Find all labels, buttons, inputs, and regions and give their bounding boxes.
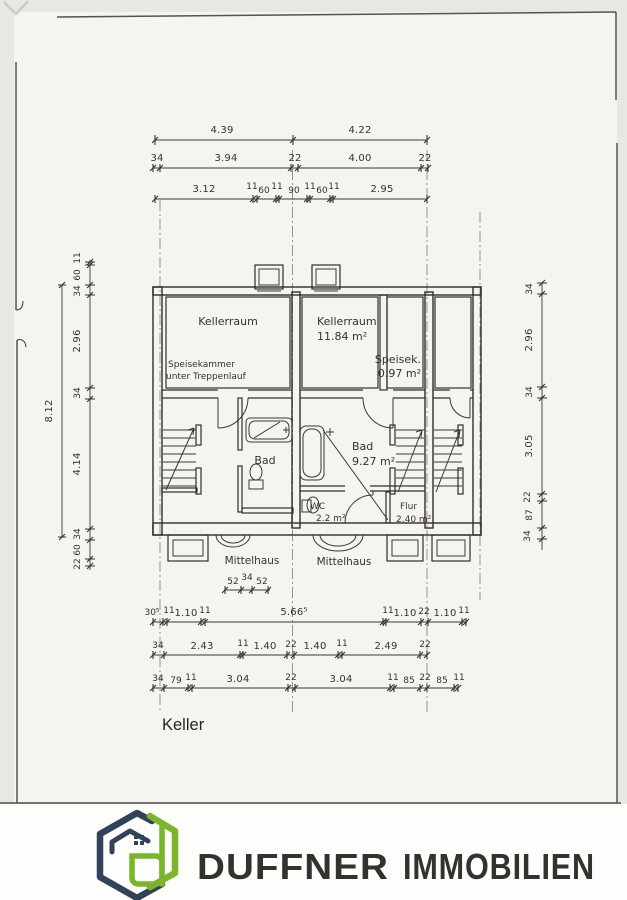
label-speisekammer-2: unter Treppenlauf: [166, 372, 246, 382]
dim-left-inner-4: 34: [73, 387, 83, 399]
dim-top1-1: 4.22: [348, 125, 372, 136]
dim-left-inner-8: 22: [73, 558, 83, 570]
dim-left-inner-7: 60: [73, 544, 83, 556]
dim-right-6: 34: [523, 530, 533, 542]
dim-left-inner-3: 2.96: [72, 329, 83, 353]
label-kellerraum-mid-area: 11.84 m²: [317, 330, 368, 343]
dim-b1-1: 11: [163, 606, 175, 616]
dim-right-2: 34: [525, 386, 535, 398]
dim-left-inner-0: 11: [73, 252, 83, 264]
dim-b3-9: 85: [436, 676, 448, 686]
dim-b1-5: 11: [382, 606, 394, 616]
dim-top2-3: 4.00: [348, 153, 372, 164]
dim-b1-0: 30⁵: [144, 608, 160, 618]
label-mittelhaus-left: Mittelhaus: [224, 555, 280, 567]
label-bad-left: Bad: [254, 454, 276, 467]
dim-bsmall-1: 34: [241, 573, 253, 583]
dim-b3-0: 34: [152, 674, 164, 684]
label-kellerraum-mid: Kellerraum: [317, 315, 377, 328]
dim-b3-7: 85: [403, 676, 415, 686]
dim-b1-4: 5.66⁵: [280, 607, 308, 618]
dim-left-inner-1: 60: [73, 269, 83, 281]
dim-b2-0: 34: [152, 641, 164, 651]
dim-b3-8: 22: [419, 673, 431, 683]
dim-right-5: 87: [525, 509, 535, 521]
label-kellerraum-left: Kellerraum: [198, 315, 258, 328]
label-speisek: Speisek.: [374, 353, 421, 366]
dim-b2-2: 11: [237, 639, 249, 649]
dim-right-1: 2.96: [524, 328, 535, 352]
dim-b1-7: 22: [418, 607, 430, 617]
brand-word-immobilien: IMMOBILIEN: [403, 846, 595, 887]
dim-top3-8: 2.95: [370, 184, 394, 195]
label-wc-area: 2.2 m²: [316, 514, 346, 524]
label-flur-area: 2.40 m²: [396, 515, 432, 525]
label-flur: Flur: [400, 502, 418, 512]
label-mittelhaus-mid: Mittelhaus: [316, 556, 372, 568]
dim-left-outer: 8.12: [44, 399, 55, 423]
dim-b2-7: 2.49: [374, 641, 398, 652]
dim-top2-2: 22: [288, 153, 302, 164]
dim-top3-5: 11: [304, 182, 316, 192]
dim-top2-0: 34: [150, 153, 164, 164]
label-speisek-area: 0.97 m²: [377, 367, 421, 380]
dim-top3-4: 90: [288, 186, 300, 196]
dim-top3-1: 11: [246, 182, 258, 192]
dim-left-inner-6: 34: [73, 528, 83, 540]
dim-top2-1: 3.94: [214, 153, 238, 164]
dim-right-4: 22: [523, 491, 533, 503]
dim-b1-9: 11: [458, 606, 470, 616]
label-bad-mid-area: 9.27 m²: [352, 455, 396, 468]
dim-right-0: 34: [525, 283, 535, 295]
dim-b2-4: 22: [285, 640, 297, 650]
dim-left-inner-2: 34: [73, 285, 83, 297]
dim-top1-0: 4.39: [210, 125, 234, 136]
dim-b3-10: 11: [453, 673, 465, 683]
dim-b3-5: 3.04: [329, 674, 353, 685]
dim-b3-4: 22: [285, 673, 297, 683]
dim-top3-2: 60: [258, 186, 270, 196]
dim-b2-6: 11: [336, 639, 348, 649]
dim-top3-3: 11: [271, 182, 283, 192]
dim-bsmall-0: 52: [227, 577, 239, 587]
label-bad-mid: Bad: [352, 440, 374, 453]
dim-b2-3: 1.40: [253, 641, 277, 652]
dim-b3-6: 11: [387, 673, 399, 683]
dim-b2-5: 1.40: [303, 641, 327, 652]
brand-word-duffner: DUFFNER: [197, 846, 389, 887]
dim-top3-0: 3.12: [192, 184, 216, 195]
dim-right-3: 3.05: [524, 434, 535, 458]
dim-left-inner-5: 4.14: [72, 452, 83, 476]
dim-b1-6: 1.10: [393, 608, 417, 619]
dim-top3-7: 11: [328, 182, 340, 192]
dim-bsmall-2: 52: [256, 577, 268, 587]
dim-top3-6: 60: [316, 186, 328, 196]
dim-b2-8: 22: [419, 640, 431, 650]
dim-b2-1: 2.43: [190, 641, 214, 652]
dim-b3-1: 79: [170, 676, 182, 686]
dim-b3-3: 3.04: [226, 674, 250, 685]
dim-b3-2: 11: [185, 673, 197, 683]
label-wc: WC: [310, 502, 326, 512]
dim-b1-8: 1.10: [433, 608, 457, 619]
dim-b1-3: 11: [199, 606, 211, 616]
floor-title: Keller: [162, 716, 205, 734]
dim-top2-4: 22: [418, 153, 432, 164]
dim-b1-2: 1.10: [174, 608, 198, 619]
label-speisekammer-1: Speisekammer: [168, 360, 236, 370]
